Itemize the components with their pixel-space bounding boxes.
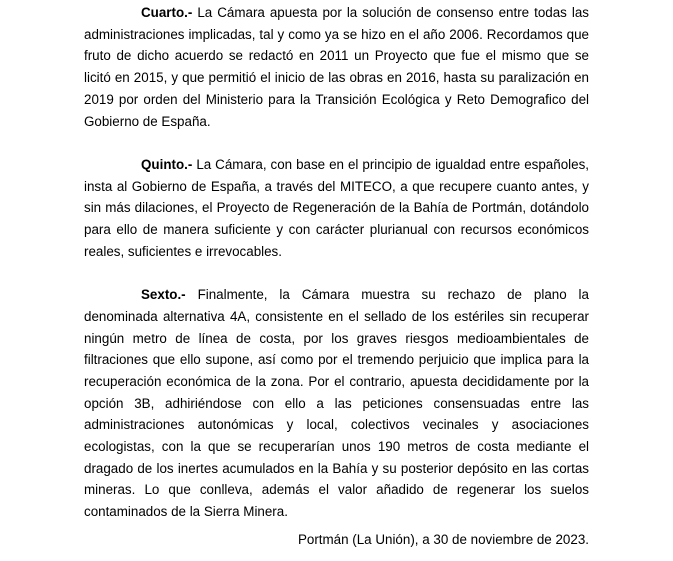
paragraph-sexto	[84, 284, 589, 523]
paragraph-quinto-text: La Cámara, con base en el principio de igualdad entre españoles, insta al Gobierno de España, a través del MITECO, a que recupere cuanto antes, y sin más dilaciones, el Proyecto de Regeneración de la Bahía de Portmán, dotándolo para ello de manera suficiente y con carácter plurianual con recursos económicos reales, suficientes e irrevocables.	[84, 156, 589, 259]
paragraph-sexto-text: Finalmente, la Cámara muestra su rechazo de plano la denominada alternativa 4A, consistente en el sellado de los estériles sin recuperar ningún metro de línea de costa, por los graves riesgos medioambientales de filtraciones que ello supone, así como por el tremendo perjuicio que implica para la recuperación económica de la zona. Por el contrario, apuesta decididamente por la opción 3B, adhiriéndose con ello a las peticiones consensuadas entre las administraciones autonómicas y local, colectivos vecinales y asociaciones ecologistas, con la que se recuperarían unos 190 metros de costa mediante el dragado de los inertes acumulados en la Bahía y su posterior depósito en las cortas mineras. Lo que conlleva, además el valor añadido de regenerar los suelos contaminados de la Sierra Minera.	[84, 287, 589, 520]
paragraph-quinto	[84, 154, 589, 263]
paragraph-cuarto-lead: Cuarto.-	[141, 5, 193, 20]
paragraph-cuarto	[84, 2, 589, 132]
paragraph-sexto-lead: Sexto.-	[141, 287, 186, 303]
dateline: Portmán (La Unión), a 30 de noviembre de 2023.	[297, 532, 589, 548]
paragraph-quinto-lead: Quinto.-	[141, 156, 193, 172]
paragraph-cuarto-text: La Cámara apuesta por la solución de consenso entre todas las administraciones implicadas, tal y como ya se hizo en el año 2006. Recordamos que fruto de dicho acuerdo se redactó en 2011 un Proyecto que fue el mismo que se licitó en 2015, y que permitió el inicio de las obras en 2016, hasta su paralización en 2019 por orden del Ministerio para la Transición Ecológica y Reto Demografico del Gobierno de España.	[84, 5, 589, 129]
